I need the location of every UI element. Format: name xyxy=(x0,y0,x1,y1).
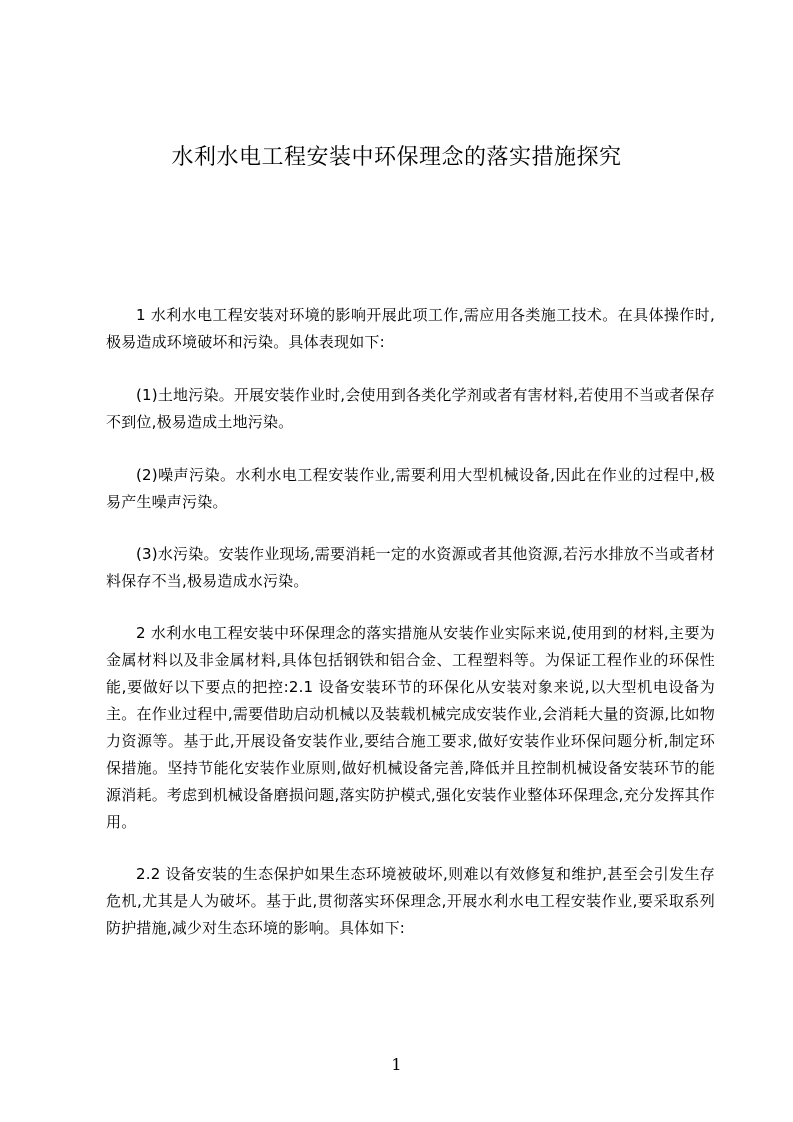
document-title: 水利水电工程安装中环保理念的落实措施探究 xyxy=(171,145,622,170)
paragraph-ecological-protection: 2.2 设备安装的生态保护如果生态环境被破坏,则难以有效修复和维护,甚至会引发生存危机,尤其是人为破坏。基于此,贯彻落实环保理念,开展水利水电工程安装作业,要采取系列防护措施,减少对生态环境的影响。具体如下: xyxy=(106,865,715,937)
page-number: 1 xyxy=(391,1055,402,1074)
paragraph-water-pollution: (3)水污染。安装作业现场,需要消耗一定的水资源或者其他资源,若污水排放不当或者材料保存不当,极易造成水污染。 xyxy=(106,545,715,590)
paragraph-intro: 1 水利水电工程安装对环境的影响开展此项工作,需应用各类施工技术。在具体操作时,极易造成环境破坏和污染。具体表现如下: xyxy=(106,306,715,351)
paragraph-measures: 2 水利水电工程安装中环保理念的落实措施从安装作业实际来说,使用到的材料,主要为金属材料以及非金属材料,具体包括钢铁和铝合金、工程塑料等。为保证工程作业的环保性能,要做好以下要点的把控:2.1 设备安装环节的环保化从安装对象来说,以大型机电设备为主。在作业过程中,需要借助启动机械以及装载机械完成安装作业,会消耗大量的资源,比如物力资源等。基于此,开展设备安装作业,要结合施工要求,做好安装作业环保问题分析,制定环保措施。坚持节能化安装作业原则,做好机械设备完善,降低并且控制机械设备安装环节的能源消耗。考虑到机械设备磨损问题,落实防护模式,强化安装作业整体环保理念,充分发挥其作用。 xyxy=(106,624,715,831)
paragraph-noise-pollution: (2)噪声污染。水利水电工程安装作业,需要利用大型机械设备,因此在作业的过程中,极易产生噪声污染。 xyxy=(106,466,715,511)
paragraph-soil-pollution: (1)土地污染。开展安装作业时,会使用到各类化学剂或者有害材料,若使用不当或者保存不到位,极易造成土地污染。 xyxy=(106,386,715,431)
